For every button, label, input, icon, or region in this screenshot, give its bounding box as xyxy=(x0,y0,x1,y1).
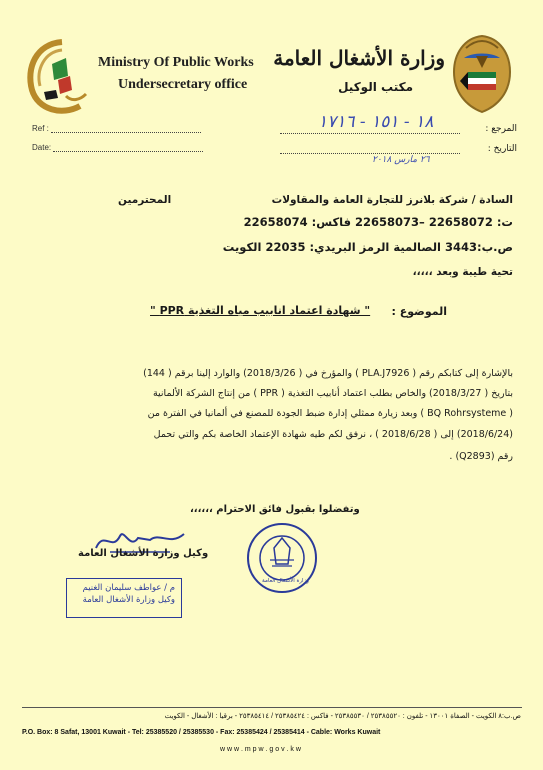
ar-date-dotted-line xyxy=(280,153,460,154)
name-stamp xyxy=(66,578,182,618)
recipient-address: ص.ب:3443 الصالمية الرمز البريدي: 22035 الكويت xyxy=(222,240,513,254)
footer-ar: ص.ب:٨ الكويت - الصفاة ١٣٠٠١ - تلفون : ٢٥٣٨٥٥٢٠ / ٢٥٣٨٥٥٣٠ - فاكس : ٢٥٣٨٥٤٢٤ / ٢٥٣٨٥٤١٤ - برقيا : الأشغال - الكويت xyxy=(164,713,521,720)
body-line-4: (2018/6/24) إلى ( 2018/6/28 ) ، نرفق لكم طيه شهادة الإعتماد الخاصة بكم والتي تحمل xyxy=(153,429,513,440)
ref-label: Ref : xyxy=(32,124,49,133)
ministry-name-en: Ministry Of Public Works xyxy=(98,55,254,70)
date-handwritten-value: ٢٦ مارس ٢٠١٨ xyxy=(372,155,430,165)
ministry-name-ar: وزارة الأشغال العامة xyxy=(273,46,445,70)
subject-label: الموضوع : xyxy=(391,305,447,318)
footer-divider xyxy=(22,707,522,708)
ministry-logo-icon xyxy=(22,36,100,118)
date-dotted-line xyxy=(53,143,203,152)
body-line-5: رقم (Q2893) . xyxy=(449,451,513,462)
ref-field xyxy=(32,124,201,133)
closing-text: وتفضلوا بقبول فائق الاحترام ،،،،،، xyxy=(190,504,360,515)
body-line-2: بتاريخ ( 2018/3/27) والخاص بطلب اعتماد أنابيب التغذية ( PPR ) من إنتاج الشركة الألمانية xyxy=(152,388,513,399)
official-seal-icon xyxy=(244,520,320,596)
date-label: Date: xyxy=(32,143,52,152)
ar-ref-dotted-line xyxy=(280,133,460,134)
ref-dotted-line xyxy=(51,124,201,133)
signer-title: وكيل وزارة الأشغال العامة xyxy=(78,548,209,559)
ref-handwritten-value: ١٨ - ١٥١ - ١٧١٦ xyxy=(318,112,434,132)
stamp-name: م / عواطف سليمان الغنيم xyxy=(82,583,175,593)
seal-text: وزارة الأشغال العامة xyxy=(262,578,309,584)
greeting: تحية طيبة وبعد ،،،،، xyxy=(412,266,513,278)
footer-en: P.O. Box: 8 Safat, 13001 Kuwait - Tel: 25385520 / 25385530 - Fax: 25385424 / 25385414 - Cable: Works Kuwait xyxy=(22,729,381,736)
body-line-1: بالإشارة إلى كتابكم رقم ( PLA.J7926 ) والمؤرخ في ( 2018/3/26) والوارد إلينا برقم ( 144) xyxy=(143,368,513,379)
kuwait-emblem-icon xyxy=(446,28,518,120)
office-name-ar: مكتب الوكيل xyxy=(338,80,413,94)
date-field xyxy=(32,143,203,152)
body-line-3: ( BQ Rohrsysteme ) وبعد زيارة ممثلي إدارة ضبط الجودة للمصنع في ألمانيا في الفترة من xyxy=(147,408,513,419)
stamp-title: وكيل وزارة الأشغال العامة xyxy=(82,595,175,605)
ar-date-label: التاريخ : xyxy=(487,144,517,154)
recipient-respect: المحترمين xyxy=(118,194,172,206)
office-name-en: Undersecretary office xyxy=(118,77,248,92)
recipient-name: السادة / شركة بلانرز للتجارة العامة والمقاولات xyxy=(271,194,513,206)
recipient-phones: ت: 22658072 –22658073 فاكس: 22658074 xyxy=(243,215,513,229)
ar-ref-label: المرجع : xyxy=(485,124,517,134)
footer-website: w w w . m p w . g o v . k w xyxy=(220,746,301,753)
subject-text: " شهادة اعتماد انابيب مياه التغذية PPR " xyxy=(150,304,371,317)
